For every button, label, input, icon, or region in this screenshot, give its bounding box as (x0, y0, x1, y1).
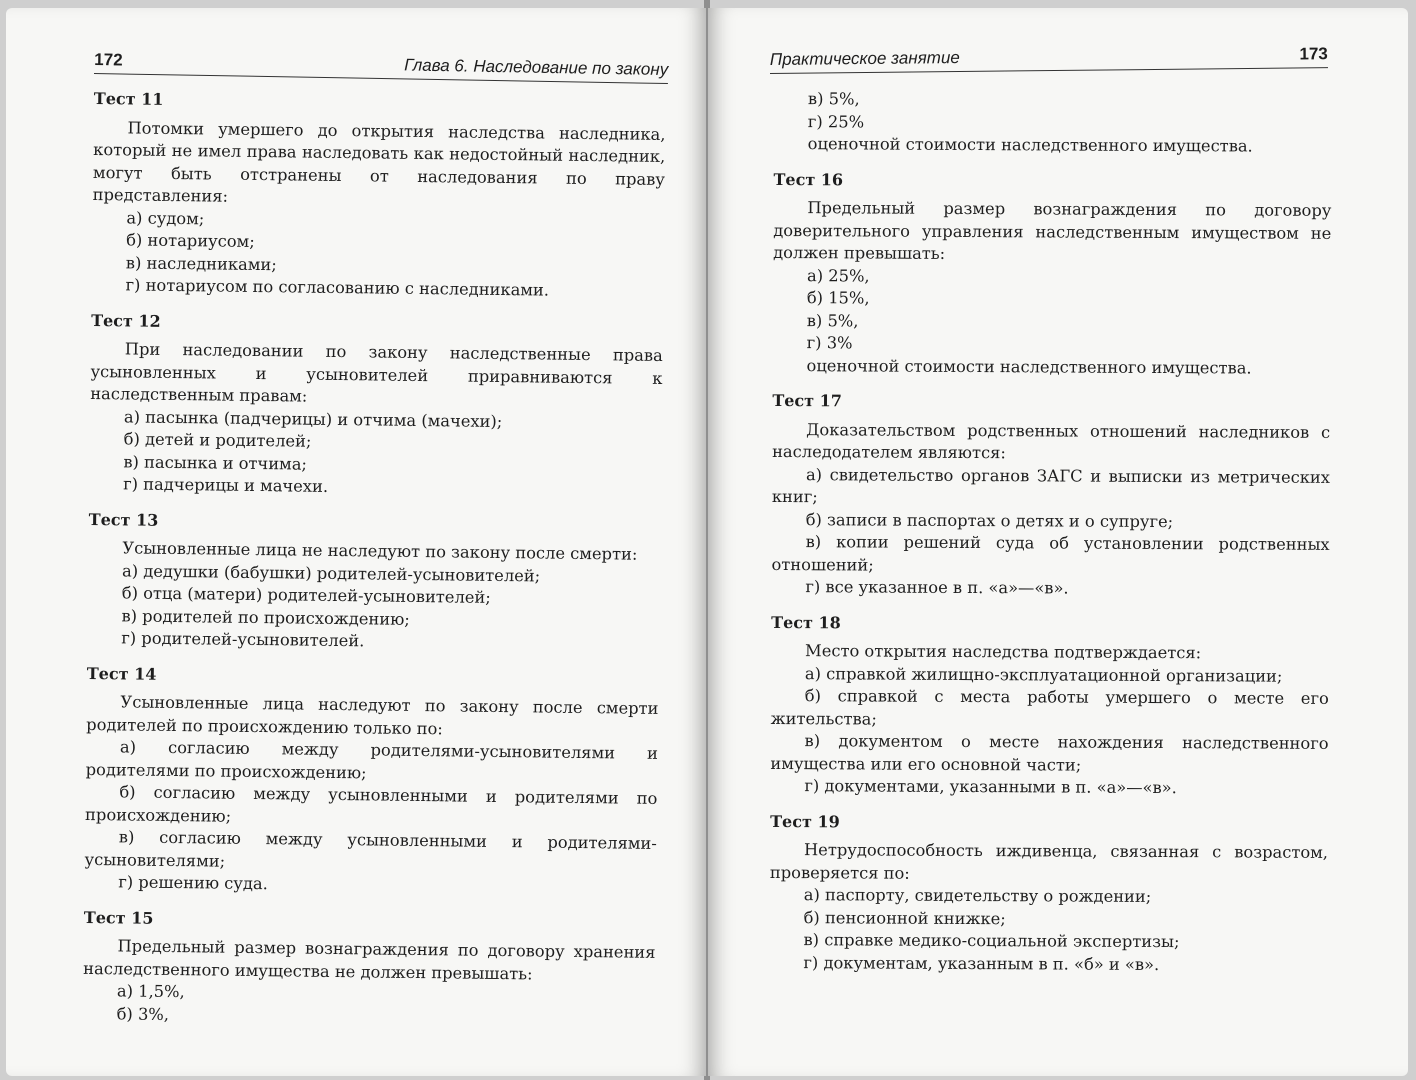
answer-option: б) пенсионной книжке; (803, 907, 1006, 928)
test-block (84, 662, 659, 900)
test-title: Тест 15 (83, 907, 154, 928)
answer-option: а) согласию между родителями-усыновителями и родителями по происхождению; (85, 737, 659, 782)
answer-options (773, 264, 1331, 357)
test-question: Доказательством родственных отношений наследников с наследодателем являются: (772, 419, 1331, 463)
test-question: При наследовании по закону наследственные права усыновленных и усыновителей приравниваются к наследственным правам: (90, 339, 663, 406)
left-page-content (82, 88, 666, 1045)
answer-tail: оценочной стоимости наследственного имущества. (806, 355, 1252, 378)
page-number: 172 (94, 50, 123, 70)
answer-option: б) записи в паспортах о детях и о супруге; (805, 509, 1174, 531)
answer-option: б) справкой с места работы умершего о месте его жительства; (770, 686, 1329, 729)
answer-option: г) падчерицы и мачехи. (123, 474, 329, 496)
answer-option: в) копии решений суда об установлении родственных отношений; (771, 532, 1330, 575)
answer-options (87, 559, 660, 656)
page-number: 173 (1299, 44, 1328, 64)
left-page (6, 8, 706, 1076)
answer-option: в) 5%, (807, 89, 860, 109)
right-page (708, 8, 1408, 1076)
answer-options (770, 662, 1329, 800)
test-question: Усыновленные лица наследуют по закону после смерти родителей по происхождению только по: (86, 692, 659, 738)
test-question: Потомки умершего до открытия наследства наследника, который не имел права наследовать как недостойный наследник, могут быть отстранены от наследования по праву представления: (92, 117, 666, 206)
answer-option: в) родителей по происхождению; (121, 605, 410, 629)
answer-option: г) все указанное в п. «а»—«в». (805, 577, 1069, 598)
answer-option: г) документам, указанным в п. «б» и «в». (803, 952, 1160, 974)
answer-options (84, 736, 658, 900)
running-head: Практическое занятие (769, 48, 960, 70)
answer-option: а) дедушки (бабушки) родителей-усыновителей; (121, 560, 541, 585)
right-page-header (770, 28, 1328, 74)
answer-option: а) паспорту, свидетельству о рождении; (803, 885, 1152, 906)
answer-option: в) наследниками; (125, 252, 277, 274)
answer-option: а) судом; (126, 207, 205, 228)
answer-options (83, 980, 656, 1032)
test-block (769, 810, 1328, 976)
answer-option: г) 3% (806, 333, 853, 353)
answer-option: г) 25% (807, 111, 865, 131)
test-question: Нетрудоспособность иждивенца, связанная с возрастом, проверяется по: (769, 840, 1329, 883)
answer-option: в) справке медико-социальной экспертизы; (803, 930, 1180, 952)
answer-option: г) документами, указанными в п. «а»—«в». (804, 776, 1177, 798)
answer-option: б) нотариусом; (126, 230, 255, 251)
test-continuation (774, 88, 1332, 158)
test-block (89, 309, 663, 502)
answer-option: а) свидетельство органов ЗАГС и выписки из метрических книг; (771, 464, 1331, 507)
test-title: Тест 19 (770, 811, 840, 831)
test-title: Тест 12 (91, 310, 161, 331)
running-head: Глава 6. Наследование по закону (404, 55, 669, 80)
answer-options (769, 884, 1327, 977)
test-title: Тест 17 (772, 390, 842, 411)
answer-options (89, 405, 662, 502)
answer-tail: оценочной стоимости наследственного имущества. (807, 134, 1253, 156)
answer-options (771, 463, 1330, 601)
answer-option: г) родителей-усыновителей. (121, 628, 365, 651)
answer-option: г) решению суда. (118, 872, 268, 894)
test-block (770, 611, 1329, 800)
answer-option: б) отца (матери) родителей-усыновителей; (121, 583, 491, 607)
test-title: Тест 13 (88, 509, 159, 530)
left-page-header (94, 34, 669, 84)
test-title: Тест 16 (773, 169, 844, 189)
answer-options (774, 88, 1332, 136)
answer-option: б) 15%, (806, 288, 870, 308)
test-question: Место открытия наследства подтверждается: (805, 641, 1202, 663)
answer-option: а) пасынка (падчерицы) и отчима (мачехи); (123, 406, 503, 431)
test-question: Предельный размер вознаграждения по договору хранения наследственного имущества не должен превышать: (83, 936, 656, 983)
answer-option: а) 1,5%, (116, 981, 185, 1002)
answer-option: в) 5%, (806, 310, 859, 330)
test-block (87, 508, 661, 656)
test-title: Тест 18 (771, 612, 841, 632)
test-title: Тест 14 (86, 663, 157, 684)
answer-option: а) справкой жилищно-эксплуатационной организации; (804, 663, 1283, 686)
answer-option: б) 3%, (116, 1003, 170, 1024)
test-question: Усыновленные лица не наследуют по закону после смерти: (122, 538, 638, 564)
answer-option: б) детей и родителей; (123, 429, 312, 451)
right-page-content (769, 88, 1332, 990)
test-block (83, 906, 656, 1031)
test-title: Тест 11 (93, 88, 164, 109)
answer-option: б) согласию между усыновленными и родителями по происхождению; (85, 782, 658, 826)
answer-option: в) согласию между усыновленными и родителями-усыновителями; (84, 827, 657, 871)
answer-option: в) документом о месте нахождения наследственного имущества или его основной части; (770, 731, 1329, 775)
test-block (91, 88, 666, 303)
test-block (772, 168, 1331, 379)
answer-option: г) нотариусом по согласованию с наследниками. (125, 275, 550, 300)
answer-option: а) 25%, (806, 265, 870, 286)
test-question: Предельный размер вознаграждения по договору доверительного управления наследственным имуществом не должен превышать: (773, 198, 1332, 263)
answer-option: в) пасынка и отчима; (123, 451, 308, 474)
answer-options (91, 206, 664, 303)
test-block (771, 390, 1330, 601)
